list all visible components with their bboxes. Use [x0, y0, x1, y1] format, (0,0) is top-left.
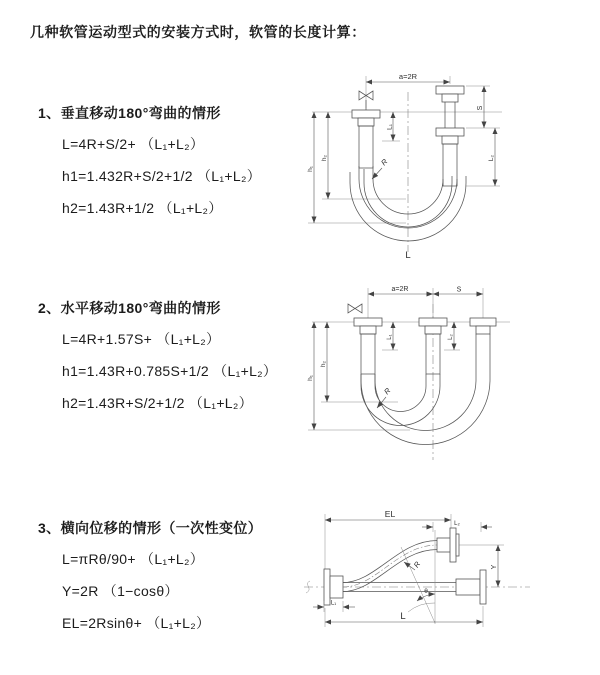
dim-label-l1: L₁	[330, 600, 337, 607]
formula-line: h1=1.432R+S/2+1/2 （L₁+L₂）	[62, 168, 262, 184]
formula-line: h2=1.43R+1/2 （L₁+L₂）	[62, 200, 223, 216]
radius-label: R	[382, 386, 393, 397]
horizontal-bend-drawing	[298, 280, 598, 470]
lateral-displacement-drawing	[298, 500, 598, 665]
section-heading: 2、水平移动180°弯曲的情形	[38, 300, 221, 316]
dim-label-s: S	[477, 105, 484, 111]
section-heading: 1、垂直移动180°弯曲的情形	[38, 105, 221, 121]
dim-label-h1: h₁	[307, 166, 314, 172]
section-lateral-displacement	[38, 518, 313, 646]
dim-label-l1: L₁	[386, 124, 394, 130]
radius-label: R	[379, 157, 390, 168]
dim-label-l2: L₂	[454, 521, 460, 527]
dim-label-h2: h₂	[320, 360, 327, 368]
dim-label-l: L	[405, 250, 411, 261]
s-curve-hose	[343, 528, 459, 592]
braided-hose-section	[443, 144, 457, 186]
left-fitting	[352, 110, 380, 168]
formula-line: L=πRθ/90+ （L₁+L₂）	[62, 551, 205, 567]
page-title: 几种软管运动型式的安装方式时，软管的长度计算：	[30, 24, 366, 40]
left-fitting	[354, 318, 382, 374]
dim-label-el: EL	[384, 509, 396, 519]
dim-label-a2r: a=2R	[398, 72, 418, 81]
formula-line: L=4R+1.57S+ （L₁+L₂）	[62, 331, 221, 347]
dim-label-l: L	[400, 611, 406, 622]
dim-label-s: S	[456, 286, 462, 294]
formula-line: h2=1.43R+S/2+1/2 （L₁+L₂）	[62, 395, 253, 411]
formula-line: Y=2R （1−cosθ）	[62, 583, 179, 599]
dim-label-y: Y	[491, 564, 498, 570]
dim-label-l2: L₂	[448, 334, 454, 340]
braided-hose-section	[361, 334, 375, 374]
valve-icon	[348, 304, 362, 313]
formula-line: h1=1.43R+0.785S+1/2 （L₁+L₂）	[62, 363, 278, 379]
dim-label-l1: L₁	[387, 334, 393, 340]
diagram-vertical-180-bend	[298, 66, 598, 274]
dim-label-h2: h₂	[321, 154, 328, 162]
diagram-horizontal-180-bend	[298, 280, 598, 470]
right-fitting	[470, 318, 496, 334]
vertical-bend-drawing	[298, 66, 598, 274]
formula-line: L=4R+S/2+ （L₁+L₂）	[62, 136, 205, 152]
section-heading: 3、横向位移的情形（一次性变位）	[38, 520, 263, 536]
hose-curves	[361, 334, 490, 445]
angle-label: θ	[424, 588, 428, 595]
section-vertical-movement	[38, 103, 313, 231]
formula-line: EL=2Rsinθ+ （L₁+L₂）	[62, 615, 211, 631]
radius-label: R	[411, 559, 423, 570]
right-fitting	[436, 86, 464, 186]
dim-label-h1: h₁	[307, 375, 314, 381]
section-horizontal-movement	[38, 298, 313, 426]
dim-label-l2: L₂	[488, 154, 495, 162]
dim-label-a2r: a=2R	[391, 286, 409, 293]
braided-hose-section	[359, 126, 373, 168]
diagram-lateral-displacement	[298, 500, 598, 665]
